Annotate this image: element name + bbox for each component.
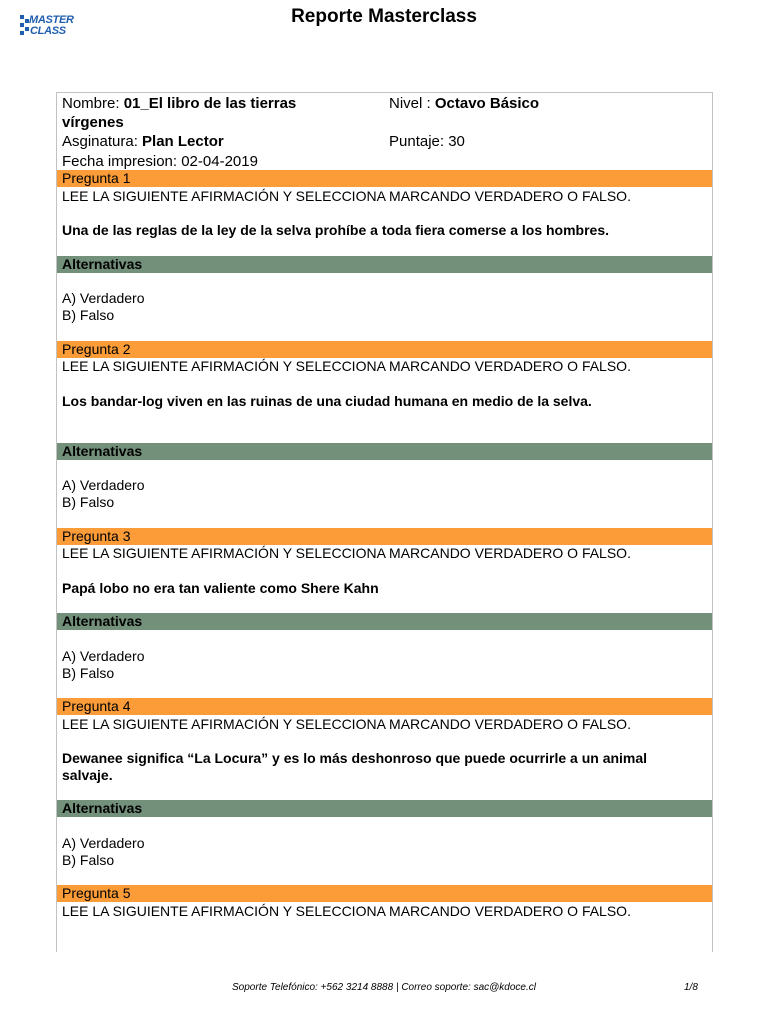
question-1-instruction: LEE LA SIGUIENTE AFIRMACIÓN Y SELECCIONA MARCANDO VERDADERO O FALSO. <box>62 188 631 204</box>
question-2-header: Pregunta 2 <box>57 341 712 358</box>
question-3-statement: Papá lobo no era tan valiente como Shere Kahn <box>62 580 379 596</box>
question-3-instruction: LEE LA SIGUIENTE AFIRMACIÓN Y SELECCIONA MARCANDO VERDADERO O FALSO. <box>62 545 631 561</box>
asignatura-field <box>62 132 224 151</box>
puntaje-field: Puntaje: 30 <box>389 133 465 150</box>
nivel-field <box>389 94 539 113</box>
nombre-value-line2: vírgenes <box>62 114 124 131</box>
question-4-option-a: A) Verdadero <box>62 835 145 851</box>
question-4-statement-line1: Dewanee significa “La Locura” y es lo más deshonroso que puede ocurrirle a un animal <box>62 750 648 766</box>
question-5-header: Pregunta 5 <box>57 885 712 902</box>
asignatura-label: Asginatura: <box>62 133 143 150</box>
question-4-option-b: B) Falso <box>62 852 115 868</box>
question-2-option-b: B) Falso <box>62 494 115 510</box>
question-1-alternatives-header: Alternativas <box>57 256 712 273</box>
question-2-alternatives-header: Alternativas <box>57 443 712 460</box>
question-1-header: Pregunta 1 <box>57 170 712 187</box>
question-2-instruction: LEE LA SIGUIENTE AFIRMACIÓN Y SELECCIONA MARCANDO VERDADERO O FALSO. <box>62 358 631 374</box>
question-1-option-b: B) Falso <box>62 307 115 323</box>
nombre-value: 01_El libro de las tierras <box>123 95 297 112</box>
fecha-field: Fecha impresion: 02-04-2019 <box>62 153 258 170</box>
question-4-alternatives-header: Alternativas <box>57 800 712 817</box>
footer-support-text: Soporte Telefónico: +562 3214 8888 | Correo soporte: sac@kdoce.cl <box>232 982 536 993</box>
question-4-header: Pregunta 4 <box>57 698 712 715</box>
question-4-statement-line2: salvaje. <box>62 767 113 783</box>
report-frame <box>56 92 713 952</box>
nivel-label: Nivel : <box>389 95 435 112</box>
question-3-alternatives-header: Alternativas <box>57 613 712 630</box>
question-5-instruction: LEE LA SIGUIENTE AFIRMACIÓN Y SELECCIONA MARCANDO VERDADERO O FALSO. <box>62 903 631 919</box>
asignatura-value: Plan Lector <box>142 133 224 150</box>
logo-text-line2: CLASS <box>30 25 66 37</box>
nombre-field <box>62 94 296 113</box>
question-4-instruction: LEE LA SIGUIENTE AFIRMACIÓN Y SELECCIONA MARCANDO VERDADERO O FALSO. <box>62 716 631 732</box>
question-3-option-a: A) Verdadero <box>62 648 145 664</box>
page-title: Reporte Masterclass <box>291 6 477 27</box>
question-2-option-a: A) Verdadero <box>62 477 145 493</box>
question-3-header: Pregunta 3 <box>57 528 712 545</box>
logo-text-line1: MASTER <box>29 14 74 26</box>
nivel-value: Octavo Básico <box>434 95 540 112</box>
nombre-label: Nombre: <box>62 95 124 112</box>
page-number: 1/8 <box>684 982 698 993</box>
nombre-value-line2-row <box>62 113 124 132</box>
question-3-option-b: B) Falso <box>62 665 115 681</box>
question-2-statement: Los bandar-log viven en las ruinas de una ciudad humana en medio de la selva. <box>62 393 592 409</box>
question-1-statement: Una de las reglas de la ley de la selva prohíbe a toda fiera comerse a los hombres. <box>62 222 610 238</box>
question-1-option-a: A) Verdadero <box>62 290 145 306</box>
